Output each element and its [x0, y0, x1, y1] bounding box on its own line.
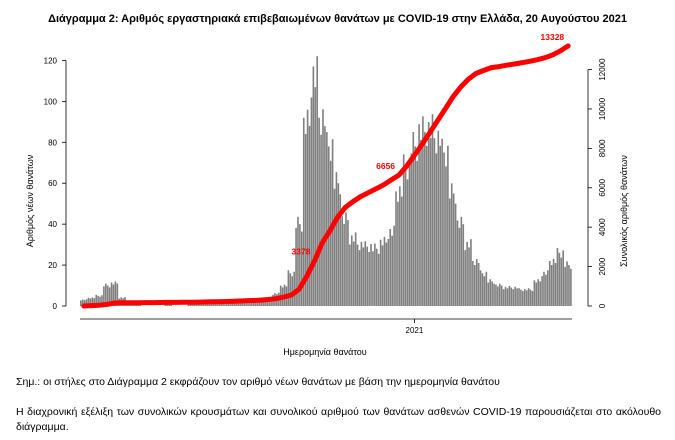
bar-w51-d2	[476, 259, 478, 306]
bar-w54-d0	[495, 285, 497, 306]
bar-w27-d1	[289, 273, 291, 306]
bar-w40-d3	[393, 226, 395, 306]
y-tick-label-left: 80	[48, 138, 57, 148]
bar-w31-d1	[320, 135, 322, 306]
bar-w40-d1	[389, 229, 391, 306]
bar-w51-d3	[478, 263, 480, 306]
bar-w54-d1	[497, 286, 499, 306]
bar-w55-d3	[509, 286, 511, 306]
bar-w44-d1	[420, 140, 422, 306]
bar-w36-d2	[361, 242, 363, 306]
bar-w41-d2	[399, 186, 401, 306]
bar-w49-d1	[459, 228, 461, 306]
bar-w39-d3	[386, 243, 388, 306]
bar-w49-d2	[461, 217, 463, 306]
cumulative-label: 6656	[376, 160, 396, 171]
bar-w58-d2	[530, 290, 532, 306]
bar-w48-d2	[453, 193, 455, 306]
bar-w46-d3	[439, 146, 441, 306]
y-tick-label-left: 40	[48, 220, 57, 230]
bar-w52-d0	[480, 270, 482, 306]
bar-w56-d3	[516, 288, 518, 306]
bar-w39-d1	[382, 245, 384, 306]
bar-w0-d0	[80, 300, 82, 306]
bar-w57-d1	[520, 290, 522, 306]
bar-w18-d0	[218, 304, 220, 306]
bar-w44-d3	[424, 132, 426, 306]
x-axis-label: Ημερομηνία θανάτου	[283, 347, 367, 357]
y-tick-label-right: 10000	[598, 97, 607, 121]
bar-w45-d1	[428, 122, 430, 306]
bar-w18-d3	[224, 304, 226, 306]
bar-w52-d2	[484, 276, 486, 306]
bar-w49-d3	[462, 224, 464, 306]
y-tick-label-left: 120	[43, 56, 57, 66]
bar-w54-d3	[501, 286, 503, 306]
bar-w49-d0	[457, 220, 459, 306]
bar-w46-d1	[436, 153, 438, 306]
bar-w46-d2	[437, 131, 439, 306]
bar-w51-d1	[474, 265, 476, 306]
y-tick-label-right: 8000	[598, 139, 607, 158]
daily-deaths-bars	[80, 56, 572, 306]
bar-w27-d3	[293, 272, 295, 306]
y-tick-label-right: 4000	[598, 218, 607, 237]
bar-w36-d1	[359, 250, 361, 306]
bar-w62-d0	[557, 248, 559, 306]
bar-w55-d1	[505, 287, 507, 306]
y-tick-label-left: 100	[43, 97, 57, 107]
bar-w58-d3	[532, 291, 534, 306]
bar-w42-d3	[409, 161, 411, 306]
bar-w53-d1	[489, 279, 491, 306]
chart-title: Διάγραμμα 2: Αριθμός εργαστηριακά επιβεβαιωμένων θανάτων με COVID-19 στην Ελλάδα, 20 Αυγούστου 2021	[48, 13, 627, 25]
bar-w35-d3	[355, 232, 357, 306]
cumulative-label: 13328	[540, 31, 565, 42]
bar-w45-d0	[426, 146, 428, 306]
bar-w36-d0	[357, 245, 359, 306]
bar-w38-d2	[376, 249, 378, 306]
bar-w54-d2	[499, 284, 501, 306]
bar-w41-d3	[401, 197, 403, 306]
bar-w57-d2	[522, 291, 524, 306]
bar-w34-d1	[343, 224, 345, 306]
bar-w56-d0	[511, 288, 513, 306]
bar-w63-d2	[568, 265, 570, 306]
bar-w41-d0	[395, 191, 397, 306]
bar-w37-d2	[368, 252, 370, 306]
bar-w33-d0	[334, 189, 336, 306]
bar-w46-d0	[434, 138, 436, 306]
y-axis-label-right: Συνολικός αριθμός θανάτων	[619, 155, 629, 267]
bar-w48-d1	[451, 183, 453, 306]
bar-w50-d2	[468, 247, 470, 306]
bar-w56-d1	[512, 289, 514, 306]
bar-w35-d0	[349, 245, 351, 306]
bar-w40-d0	[388, 239, 390, 306]
bar-w59-d0	[534, 280, 536, 306]
bar-w27-d0	[288, 270, 290, 306]
bar-w31-d0	[318, 118, 320, 306]
bar-w50-d0	[464, 250, 466, 306]
bar-w52-d3	[486, 272, 488, 306]
bar-w61-d2	[553, 259, 555, 306]
bar-w47-d0	[441, 139, 443, 306]
bar-w45-d3	[432, 114, 434, 306]
bar-w32-d0	[326, 132, 328, 306]
bar-w30-d1	[313, 67, 315, 306]
bar-w35-d2	[353, 242, 355, 306]
bar-w59-d2	[537, 279, 539, 306]
bar-w37-d0	[364, 241, 366, 306]
bar-w47-d3	[447, 146, 449, 306]
bar-w62-d3	[562, 250, 564, 306]
bar-w41-d1	[397, 202, 399, 306]
y-tick-label-right: 6000	[598, 178, 607, 197]
bar-w60-d2	[545, 275, 547, 306]
bar-w34-d2	[345, 212, 347, 306]
bar-w38-d0	[372, 251, 374, 306]
bar-w32-d1	[328, 146, 330, 306]
bar-w48-d3	[455, 204, 457, 306]
bar-w37-d1	[366, 247, 368, 306]
bar-w43-d2	[414, 146, 416, 306]
bar-w30-d2	[314, 87, 316, 306]
paragraph-text: Η διαχρονική εξέλιξη των συνολικών κρουσμάτων και συνολικού αριθμού των θανάτων ασθενών COVID-19 παρουσιάζεται στο ακόλουθο διάγραμμα.	[16, 406, 661, 433]
bar-w61-d3	[555, 263, 557, 306]
bar-w30-d0	[311, 97, 313, 306]
bar-w53-d3	[493, 284, 495, 306]
bar-w38-d1	[374, 244, 376, 306]
bar-w45-d2	[430, 138, 432, 306]
bar-w59-d1	[535, 283, 537, 306]
bar-w34-d3	[347, 220, 349, 306]
bar-w50-d1	[466, 242, 468, 306]
y-tick-label-left: 20	[48, 261, 57, 271]
bar-w52-d1	[482, 273, 484, 306]
bar-w55-d0	[503, 289, 505, 306]
bar-w31-d2	[322, 109, 324, 306]
bar-w53-d2	[491, 281, 493, 306]
bar-w33-d2	[338, 183, 340, 306]
bar-w42-d1	[405, 167, 407, 306]
bar-w57-d0	[518, 288, 520, 306]
bar-w63-d1	[566, 261, 568, 306]
bar-w60-d0	[541, 276, 543, 306]
bar-w60-d1	[543, 272, 545, 306]
bar-w31-d3	[324, 126, 326, 306]
y-tick-label-right: 12000	[598, 58, 607, 81]
bar-w39-d2	[384, 237, 386, 306]
bar-w59-d3	[539, 281, 541, 306]
bar-w29-d3	[309, 126, 311, 306]
bar-w34-d0	[341, 216, 343, 306]
bar-w47-d1	[443, 153, 445, 306]
bar-w30-d3	[316, 56, 318, 306]
bar-w57-d3	[524, 289, 526, 306]
bar-w48-d0	[449, 199, 451, 306]
x-tick-label: 2021	[405, 326, 424, 335]
bar-w35-d1	[351, 235, 353, 306]
bar-w38-d3	[378, 254, 380, 306]
chart-note: Σημ.: οι στήλες στο Διάγραμμα 2 εκφράζουν τον αριθμό νέων θανάτων με βάση την ημερομηνία θανάτου	[16, 376, 500, 388]
bar-w42-d2	[407, 179, 409, 306]
bar-w47-d2	[445, 166, 447, 306]
bar-w43-d3	[416, 161, 418, 306]
bar-w61-d1	[551, 265, 553, 306]
bar-w50-d3	[470, 239, 472, 306]
bar-w17-d2	[215, 304, 217, 306]
bar-w56-d2	[514, 287, 516, 306]
bar-w53-d0	[487, 283, 489, 306]
y-tick-label-left: 60	[48, 179, 57, 189]
bar-w28-d3	[301, 232, 303, 306]
bar-w43-d0	[411, 154, 413, 306]
bar-w58-d1	[528, 288, 530, 306]
bar-w63-d0	[564, 267, 566, 306]
bar-w63-d3	[570, 269, 572, 306]
bar-w28-d2	[299, 224, 301, 306]
y-tick-label-left: 0	[52, 302, 57, 311]
y-tick-label-right: 0	[598, 303, 607, 309]
deaths-chart	[0, 26, 675, 366]
bar-w40-d2	[391, 236, 393, 306]
bar-w39-d0	[380, 240, 382, 306]
bar-w61-d0	[549, 261, 551, 306]
y-tick-label-right: 2000	[598, 257, 607, 276]
bar-w60-d3	[547, 270, 549, 306]
bar-w36-d3	[363, 247, 365, 306]
bar-w18-d2	[222, 304, 224, 306]
cumulative-label: 3378	[291, 246, 311, 257]
bar-w62-d1	[559, 253, 561, 306]
y-axis-label-left: Αριθμός νέων θανάτων	[25, 154, 35, 248]
bar-w62-d2	[560, 258, 562, 306]
bar-w58-d0	[526, 290, 528, 306]
bar-w51-d0	[472, 261, 474, 306]
bar-w37-d3	[370, 244, 372, 306]
bar-w55-d2	[507, 288, 509, 306]
bar-w33-d1	[336, 172, 338, 306]
bar-w42-d0	[403, 154, 405, 306]
